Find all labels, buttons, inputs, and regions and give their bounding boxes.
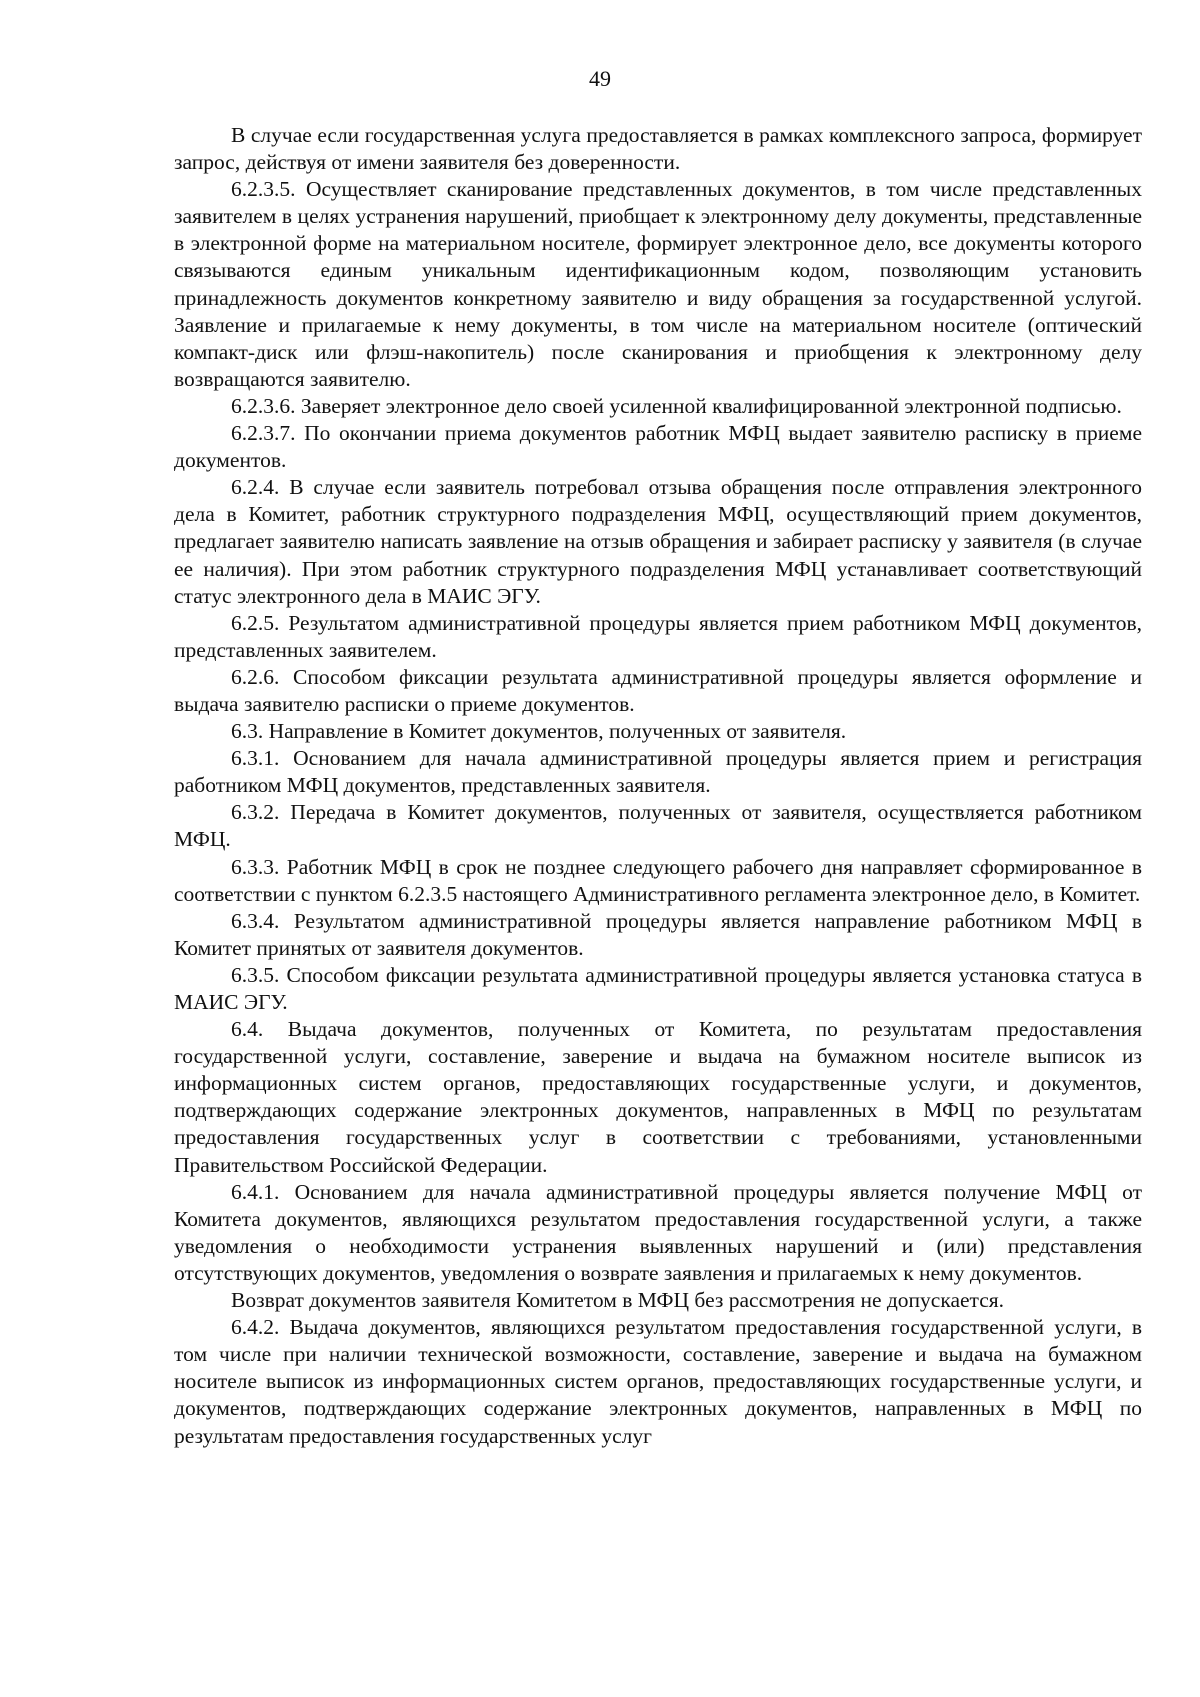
- paragraph-6-3-2: 6.3.2. Передача в Комитет документов, полученных от заявителя, осуществляется работником МФЦ.: [174, 800, 1142, 852]
- document-body: [174, 122, 1142, 1450]
- paragraph-6-4-2: 6.4.2. Выдача документов, являющихся результатом предоставления государственной услуги, в том числе при наличии технической возможности, составление, заверение и выдача на бумажном носителе выписок из информационных систем органов, предоставляющих государственные услуги, и документов, подтверждающих содержание электронных документов, направленных в МФЦ по результатам предоставления государственных услуг: [174, 1315, 1142, 1448]
- paragraph-6-2-6: 6.2.6. Способом фиксации результата административной процедуры является оформление и выдача заявителю расписки о приеме документов.: [174, 664, 1142, 716]
- paragraph-6-2-5: 6.2.5. Результатом административной процедуры является прием работником МФЦ документов, представленных заявителем.: [174, 610, 1142, 662]
- paragraph-6-2-3-5: 6.2.3.5. Осуществляет сканирование представленных документов, в том числе представленных заявителем в целях устранения нарушений, приобщает к электронному делу документы, представленные в электронной форме на материальном носителе, формирует электронное дело, все документы которого связываются единым уникальным идентификационным кодом, позволяющим установить принадлежность документов конкретному заявителю и виду обращения за государственной услугой. Заявление и прилагаемые к нему документы, в том числе на материальном носителе (оптический компакт-диск или флэш-накопитель) после сканирования и приобщения к электронному делу возвращаются заявителю.: [174, 177, 1142, 391]
- paragraph-6-2-3-6: 6.2.3.6. Заверяет электронное дело своей усиленной квалифицированной электронной подписью.: [231, 393, 1122, 418]
- paragraph-6-4: 6.4. Выдача документов, полученных от Комитета, по результатам предоставления государственной услуги, составление, заверение и выдача на бумажном носителе выписок из информационных систем органов, предоставляющих государственные услуги, и документов, подтверждающих содержание электронных документов, направленных в МФЦ по результатам предоставления государственных услуг в соответствии с требованиями, установленными Правительством Российской Федерации.: [174, 1017, 1142, 1177]
- paragraph-6-3-3: 6.3.3. Работник МФЦ в срок не позднее следующего рабочего дня направляет сформированное в соответствии с пунктом 6.2.3.5 настоящего Административного регламента электронное дело, в Комитет.: [174, 854, 1142, 906]
- paragraph-6-4-1: 6.4.1. Основанием для начала административной процедуры является получение МФЦ от Комитета документов, являющихся результатом предоставления государственной услуги, а также уведомления о необходимости устранения выявленных нарушений и (или) представления отсутствующих документов, уведомления о возврате заявления и прилагаемых к нему документов.: [174, 1179, 1142, 1285]
- paragraph-6-2-3-7: 6.2.3.7. По окончании приема документов работник МФЦ выдает заявителю расписку в приеме документов.: [174, 421, 1142, 473]
- paragraph-complex-request: В случае если государственная услуга предоставляется в рамках комплексного запроса, формирует запрос, действуя от имени заявителя без доверенности.: [174, 123, 1142, 175]
- page-number: 49: [589, 66, 611, 91]
- paragraph-return-not-allowed: Возврат документов заявителя Комитетом в МФЦ без рассмотрения не допускается.: [231, 1288, 1005, 1313]
- paragraph-6-3-4: 6.3.4. Результатом административной процедуры является направление работником МФЦ в Комитет принятых от заявителя документов.: [174, 908, 1142, 960]
- paragraph-6-3-1: 6.3.1. Основанием для начала административной процедуры является прием и регистрация работником МФЦ документов, представленных заявителя.: [174, 746, 1142, 798]
- paragraph-6-3: 6.3. Направление в Комитет документов, полученных от заявителя.: [231, 719, 847, 744]
- paragraph-6-3-5: 6.3.5. Способом фиксации результата административной процедуры является установка статуса в МАИС ЭГУ.: [174, 962, 1142, 1014]
- paragraph-6-2-4: 6.2.4. В случае если заявитель потребовал отзыва обращения после отправления электронного дела в Комитет, работник структурного подразделения МФЦ, осуществляющий прием документов, предлагает заявителю написать заявление на отзыв обращения и забирает расписку у заявителя (в случае ее наличия). При этом работник структурного подразделения МФЦ устанавливает соответствующий статус электронного дела в МАИС ЭГУ.: [174, 475, 1142, 608]
